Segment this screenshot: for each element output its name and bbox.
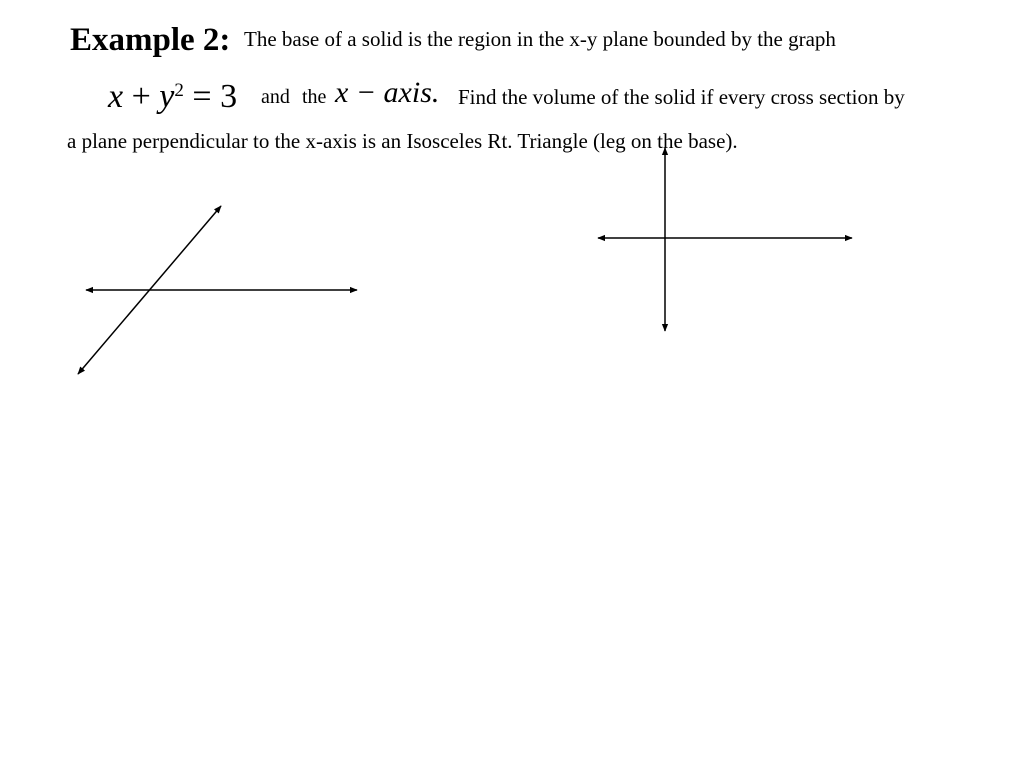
problem-text-line-1: The base of a solid is the region in the x-y plane bounded by the graph	[244, 27, 836, 51]
2d-axes-sketch-icon	[598, 148, 852, 331]
problem-text-line-3: a plane perpendicular to the x-axis is an Isosceles Rt. Triangle (leg on the base).	[67, 129, 738, 153]
problem-text-line-2: Find the volume of the solid if every cross section by	[458, 85, 905, 109]
eq-x: x	[108, 78, 124, 115]
eq-equals: =	[192, 78, 212, 115]
x-axis-expression: x − axis.	[335, 76, 440, 109]
eq-plus: +	[131, 78, 151, 115]
and-word: and	[261, 86, 290, 108]
eq-exponent: 2	[174, 80, 184, 101]
3d-axes-sketch-icon	[78, 206, 357, 374]
eq-y: y	[159, 78, 175, 115]
eq-rhs: 3	[220, 78, 238, 115]
slide-title: Example 2:	[70, 22, 231, 58]
the-word: the	[302, 86, 327, 108]
